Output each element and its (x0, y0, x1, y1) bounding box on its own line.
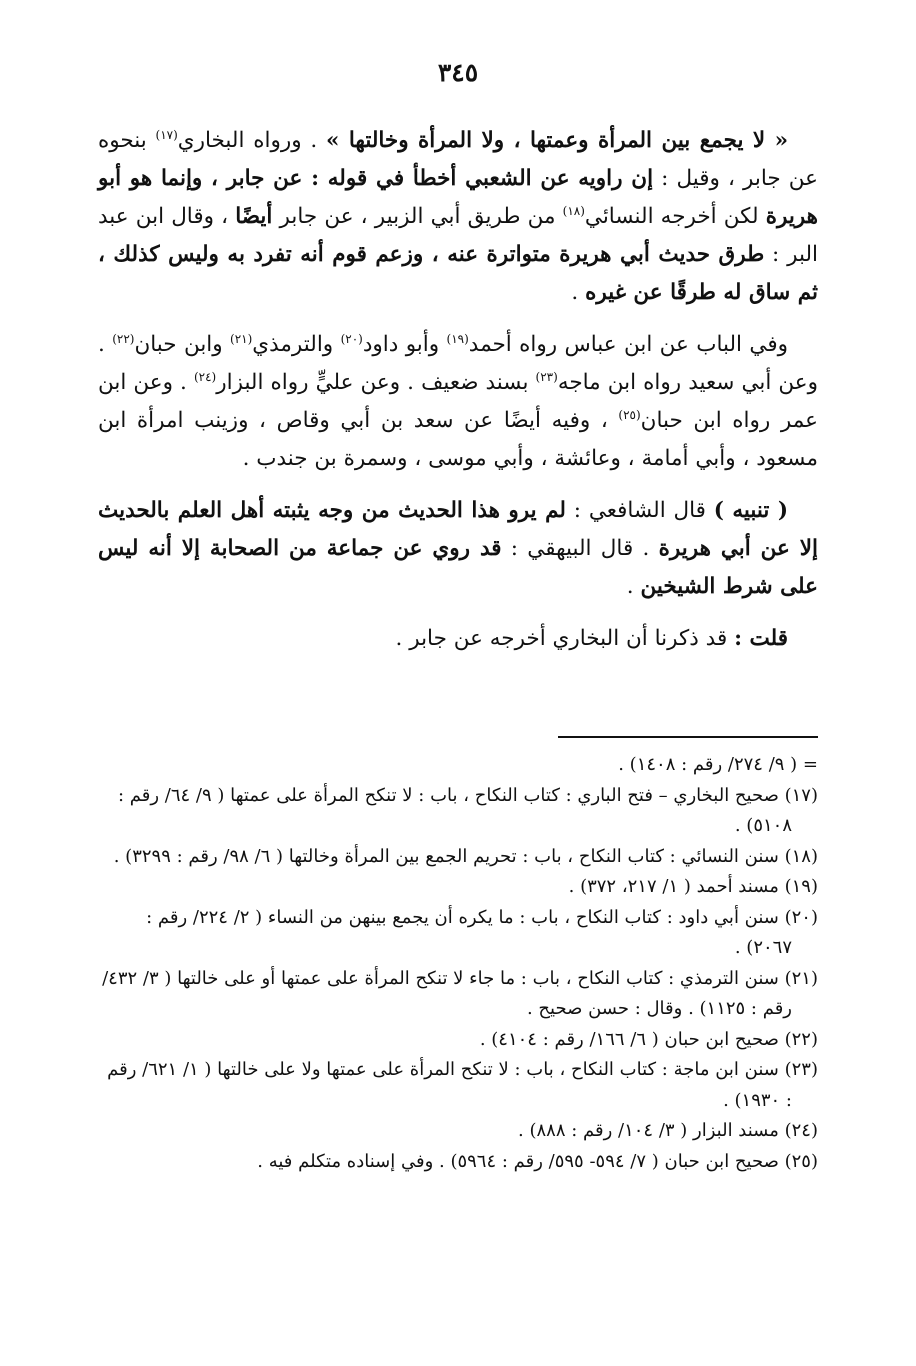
footnote: (٢١) سنن الترمذي : كتاب النكاح ، باب : ما جاء لا تنكح المرأة على عمتها أو على خالتها ( ٣/ ٤٣٢/ رقم : ١١٢٥) . وقال : حسن صحيح . (102, 967, 818, 1019)
paragraph-comment (98, 620, 818, 658)
bold-word: أيضًا (235, 204, 273, 229)
text-span: . قال البيهقي : (501, 536, 659, 561)
text-span: من طريق أبي الزبير ، عن جابر (272, 204, 563, 229)
note-heading: ( تنبيه ) (713, 498, 788, 523)
paragraph-chapter-narrations (98, 326, 818, 478)
footnote-ref: (٢٢) (112, 331, 135, 346)
bold-quote: قد روي عن جماعة من الصحابة إلا أنه ليس على شرط الشيخين (98, 536, 818, 599)
comment-heading: قلت : (734, 626, 788, 651)
text-span: قال الشافعي : (565, 498, 714, 523)
text-span: لكن أخرجه النسائي (584, 204, 766, 229)
footnotes (96, 750, 818, 1177)
footnote-ref: (١٧) (155, 127, 178, 142)
footnote-ref: (٢٥) (618, 407, 641, 422)
text-span: ، وقال ابن عبد البر : (98, 204, 818, 267)
hadith-quote: « لا يجمع بين المرأة وعمتها ، ولا المرأة وخالتها » (326, 128, 789, 153)
footnote: (٢٥) صحيح ابن حبان ( ٧/ ٥٩٤- ٥٩٥/ رقم : ٥٩٦٤) . وفي إسناده متكلم فيه . (257, 1150, 818, 1172)
text-span: وابن حبان (134, 332, 231, 357)
text-span: . ورواه البخاري (177, 128, 326, 153)
footnote: (٢٢) صحيح ابن حبان ( ٦/ ١٦٦/ رقم : ٤١٠٤) . (479, 1028, 818, 1050)
paragraph-note (98, 492, 818, 606)
footnote-divider (558, 736, 818, 738)
paragraph-hadith (98, 122, 818, 312)
text-span: . (626, 574, 641, 599)
footnote-ref: (١٨) (562, 203, 585, 218)
footnote: (١٩) مسند أحمد ( ١/ ٢١٧، ٣٧٢) . (568, 876, 818, 897)
text-span: وفي الباب عن ابن عباس رواه أحمد (468, 332, 788, 357)
footnote-ref: (١٩) (446, 331, 469, 346)
bold-quote: لم يرو هذا الحديث من وجه يثبته أهل العلم بالحديث إلا عن أبي هريرة (98, 498, 818, 561)
bold-quote: إن راويه عن الشعبي أخطأ في قوله : عن جابر ، وإنما هو أبو هريرة (98, 166, 818, 229)
footnote: (٢٤) مسند البزار ( ٣/ ١٠٤/ رقم : ٨٨٨) . (518, 1120, 818, 1141)
footnote: (٢٠) سنن أبي داود : كتاب النكاح ، باب : ما يكره أن يجمع بينهن من النساء ( ٢/ ٢٢٤/ رقم : ٢٠٦٧) . (146, 906, 818, 958)
footnote: (٢٣) سنن ابن ماجة : كتاب النكاح ، باب : لا تنكح المرأة على عمتها ولا على خالتها ( ١/ ٦٢١/ رقم : ١٩٣٠) . (107, 1059, 818, 1111)
footnote-ref: (٢٠) (340, 331, 363, 346)
text-span: والترمذي (252, 332, 341, 357)
bold-quote: طرق حديث أبي هريرة متواترة عنه ، وزعم قوم أنه تفرد به وليس كذلك ، ثم ساق له طرقًا عن غيره (98, 242, 818, 305)
footnote: = ( ٩/ ٢٧٤/ رقم : ١٤٠٨) . (618, 754, 818, 775)
page-number: ٣٤٥ (437, 58, 479, 87)
text-span: وأبو داود (362, 332, 447, 357)
footnote-ref: (٢٤) (193, 369, 217, 384)
footnote: (١٨) سنن النسائي : كتاب النكاح ، باب : تحريم الجمع بين المرأة وخالتها ( ٦/ ٩٨/ رقم : ٣٢٩٩) . (113, 845, 818, 867)
text-span: بنحوه عن جابر ، وقيل : (98, 128, 818, 191)
text-span: . وعن ابن عمر رواه ابن حبان (98, 370, 818, 433)
text-span: بسند ضعيف . وعن عليٍّ رواه البزار (216, 370, 536, 395)
footnote-ref: (٢٣) (535, 369, 558, 384)
text-span: . (571, 280, 586, 305)
footnote-ref: (٢١) (230, 331, 253, 346)
text-span: قد ذكرنا أن البخاري أخرجه عن جابر . (395, 626, 735, 651)
footnote: (١٧) صحيح البخاري – فتح الباري : كتاب النكاح ، باب : لا تنكح المرأة على عمتها ( ٩/ ٦٤/ رقم : ٥١٠٨) . (117, 784, 818, 836)
text-span: ، وفيه أيضًا عن سعد بن أبي وقاص ، وزينب امرأة ابن مسعود ، وأبي أمامة ، وعائشة ، وأبي موسى ، وسمرة بن جندب . (98, 408, 818, 471)
text-span: . وعن أبي سعيد رواه ابن ماجه (98, 332, 818, 395)
main-text (98, 122, 818, 672)
